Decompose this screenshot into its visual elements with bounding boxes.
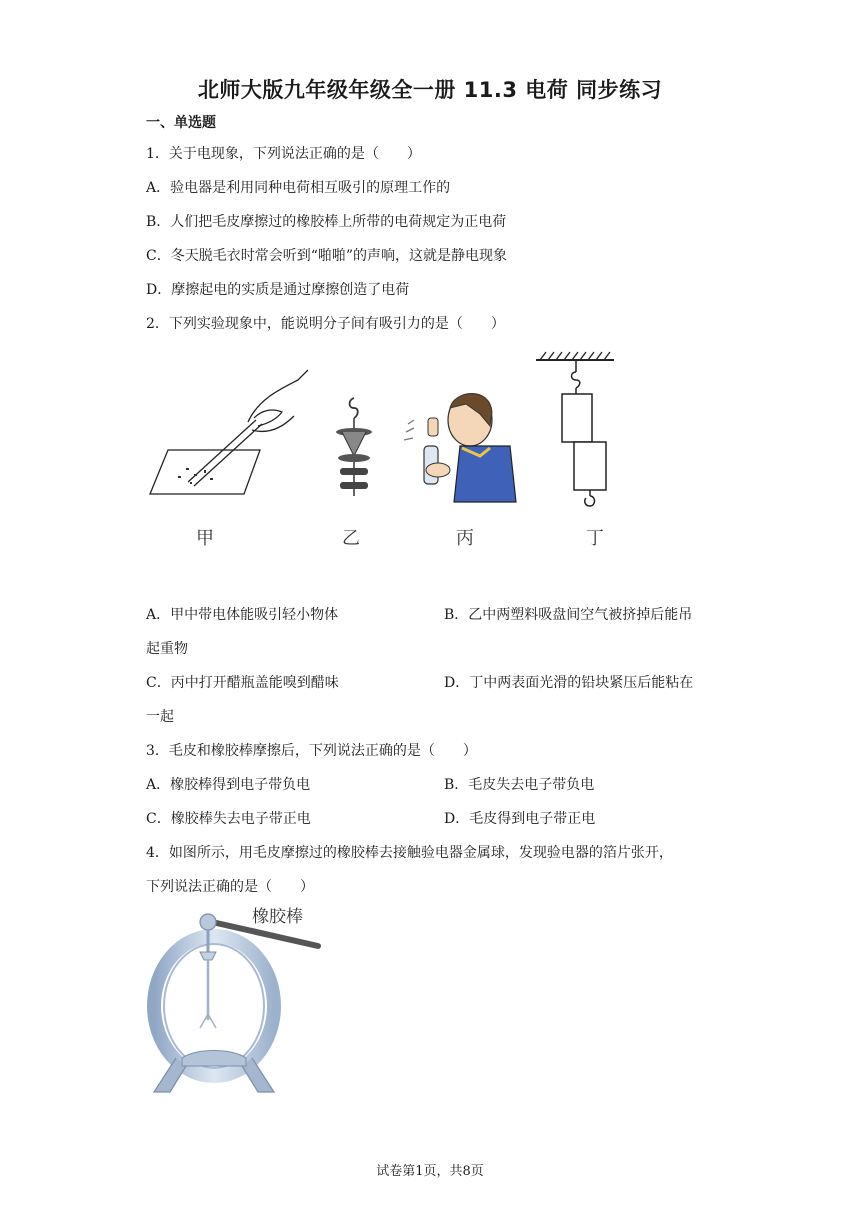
q1-option-a: A．验电器是利用同种电荷相互吸引的原理工作的 bbox=[146, 180, 451, 196]
q2-option-c: C．丙中打开醋瓶盖能嗅到醋味 bbox=[146, 675, 339, 691]
q2-option-d: D．丁中两表面光滑的铅块紧压后能粘在 bbox=[444, 675, 694, 691]
q3-option-c: C．橡胶棒失去电子带正电 bbox=[146, 811, 311, 827]
fig-label-jia: 甲 bbox=[196, 528, 214, 549]
q2-option-d-cont: 一起 bbox=[146, 709, 174, 725]
q2-option-b: B．乙中两塑料吸盘间空气被挤掉后能吊 bbox=[444, 607, 693, 623]
q4-stem-line2: 下列说法正确的是（ ） bbox=[146, 879, 314, 895]
page-footer: 试卷第1页，共8页 bbox=[376, 1164, 484, 1179]
fig-yi-suction-cups bbox=[334, 396, 374, 500]
electroscope-figure bbox=[146, 908, 326, 1098]
q2-option-b-cont: 起重物 bbox=[146, 641, 188, 657]
q2-stem: 2．下列实验现象中，能说明分子间有吸引力的是（ ） bbox=[146, 316, 505, 332]
q1-option-b: B．人们把毛皮摩擦过的橡胶棒上所带的电荷规定为正电荷 bbox=[146, 214, 507, 230]
q3-stem: 3．毛皮和橡胶棒摩擦后，下列说法正确的是（ ） bbox=[146, 743, 477, 759]
q3-option-a: A．橡胶棒得到电子带负电 bbox=[146, 777, 311, 793]
fig-ding-lead-blocks bbox=[530, 350, 620, 510]
fig-label-yi: 乙 bbox=[342, 528, 360, 549]
q2-option-a: A．甲中带电体能吸引轻小物体 bbox=[146, 607, 339, 623]
fig-jia-charged-rod bbox=[148, 360, 308, 500]
rubber-rod-label: 橡胶棒 bbox=[252, 907, 303, 927]
q3-option-d: D．毛皮得到电子带正电 bbox=[444, 811, 596, 827]
fig-label-ding: 丁 bbox=[586, 528, 604, 549]
section-heading: 一、单选题 bbox=[146, 115, 216, 131]
page-title: 北师大版九年级年级全一册 11.3 电荷 同步练习 bbox=[197, 78, 663, 102]
fig-bing-boy-bottle bbox=[400, 390, 520, 506]
q1-stem: 1．关于电现象，下列说法正确的是（ ） bbox=[146, 146, 421, 162]
fig-label-bing: 丙 bbox=[456, 528, 474, 549]
q1-option-d: D．摩擦起电的实质是通过摩擦创造了电荷 bbox=[146, 282, 410, 298]
q4-stem-line1: 4．如图所示，用毛皮摩擦过的橡胶棒去接触验电器金属球，发现验电器的箔片张开， bbox=[146, 845, 673, 861]
q3-option-b: B．毛皮失去电子带负电 bbox=[444, 777, 595, 793]
q1-option-c: C．冬天脱毛衣时常会听到“啪啪”的声响，这就是静电现象 bbox=[146, 248, 508, 264]
